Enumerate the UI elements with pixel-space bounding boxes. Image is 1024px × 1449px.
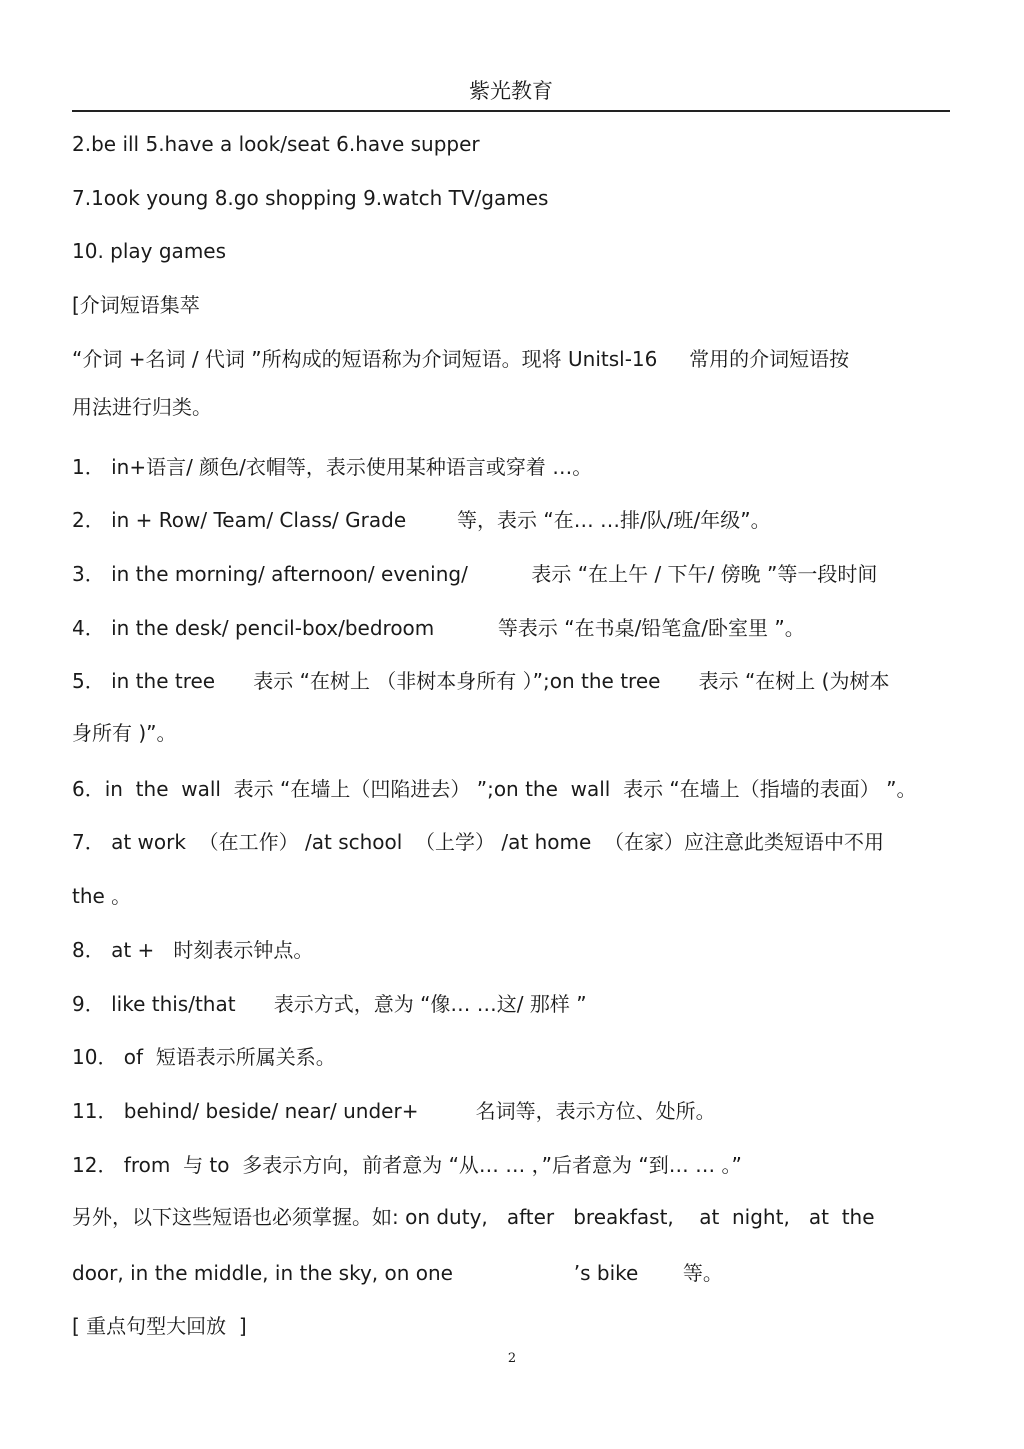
text-line: 用法进行归类。 xyxy=(72,395,212,419)
header-divider xyxy=(72,110,950,112)
text-line: door, in the middle, in the sky, on one ’s bike 等。 xyxy=(72,1261,723,1285)
text-line: “介词 +名词 / 代词 ”所构成的短语称为介词短语。现将 Unitsl-16 常用的介词短语按 xyxy=(72,347,850,371)
text-line: 另外，以下这些短语也必须掌握。如: on duty, after breakfast, at night, at the xyxy=(72,1205,875,1229)
text-line: 7.1ook young 8.go shopping 9.watch TV/games xyxy=(72,186,549,210)
list-item: 11． behind/ beside/ near/ under+ 名词等，表示方位、处所。 xyxy=(72,1099,716,1123)
text-line: 10. play games xyxy=(72,239,227,263)
list-item: 1． in+语言/ 颜色/衣帽等，表示使用某种语言或穿着 …。 xyxy=(72,455,593,479)
page-header-title: 紫光教育 xyxy=(469,79,553,103)
list-item: 9． like this/that 表示方式，意为 “像… …这/ 那样 ” xyxy=(72,992,587,1016)
text-line: 2.be ill 5.have a look/seat 6.have supper xyxy=(72,132,480,156)
page-number: 2 xyxy=(507,1351,517,1366)
list-item: 10． of 短语表示所属关系。 xyxy=(72,1045,336,1069)
list-item: 5． in the tree 表示 “在树上 （非树本身所有 ）”;on the tree 表示 “在树上 (为树本 xyxy=(72,669,890,693)
list-item: 3． in the morning/ afternoon/ evening/ 表示 “在上午 / 下午/ 傍晚 ”等一段时间 xyxy=(72,562,878,586)
section-heading: [ 重点句型大回放 ] xyxy=(72,1314,247,1338)
list-item: 12． from 与 to 多表示方向，前者意为 “从… … ，”后者意为 “到… … 。” xyxy=(72,1153,742,1177)
section-heading: [介词短语集萃 xyxy=(72,293,200,317)
list-item-continuation: the 。 xyxy=(72,884,132,908)
list-item: 7． at work （在工作） /at school （上学） /at home （在家）应注意此类短语中不用 xyxy=(72,830,885,854)
list-item-continuation: 身所有 )”。 xyxy=(72,721,177,745)
list-item: 2． in + Row/ Team/ Class/ Grade 等，表示 “在… …排/队/班/年级”。 xyxy=(72,508,771,532)
list-item: 4． in the desk/ pencil-box/bedroom 等表示 “在书桌/铅笔盒/卧室里 ”。 xyxy=(72,616,805,640)
list-item: 6．in the wall 表示 “在墙上（凹陷进去） ”;on the wall 表示 “在墙上（指墙的表面） ”。 xyxy=(72,777,917,801)
list-item: 8． at + 时刻表示钟点。 xyxy=(72,938,314,962)
